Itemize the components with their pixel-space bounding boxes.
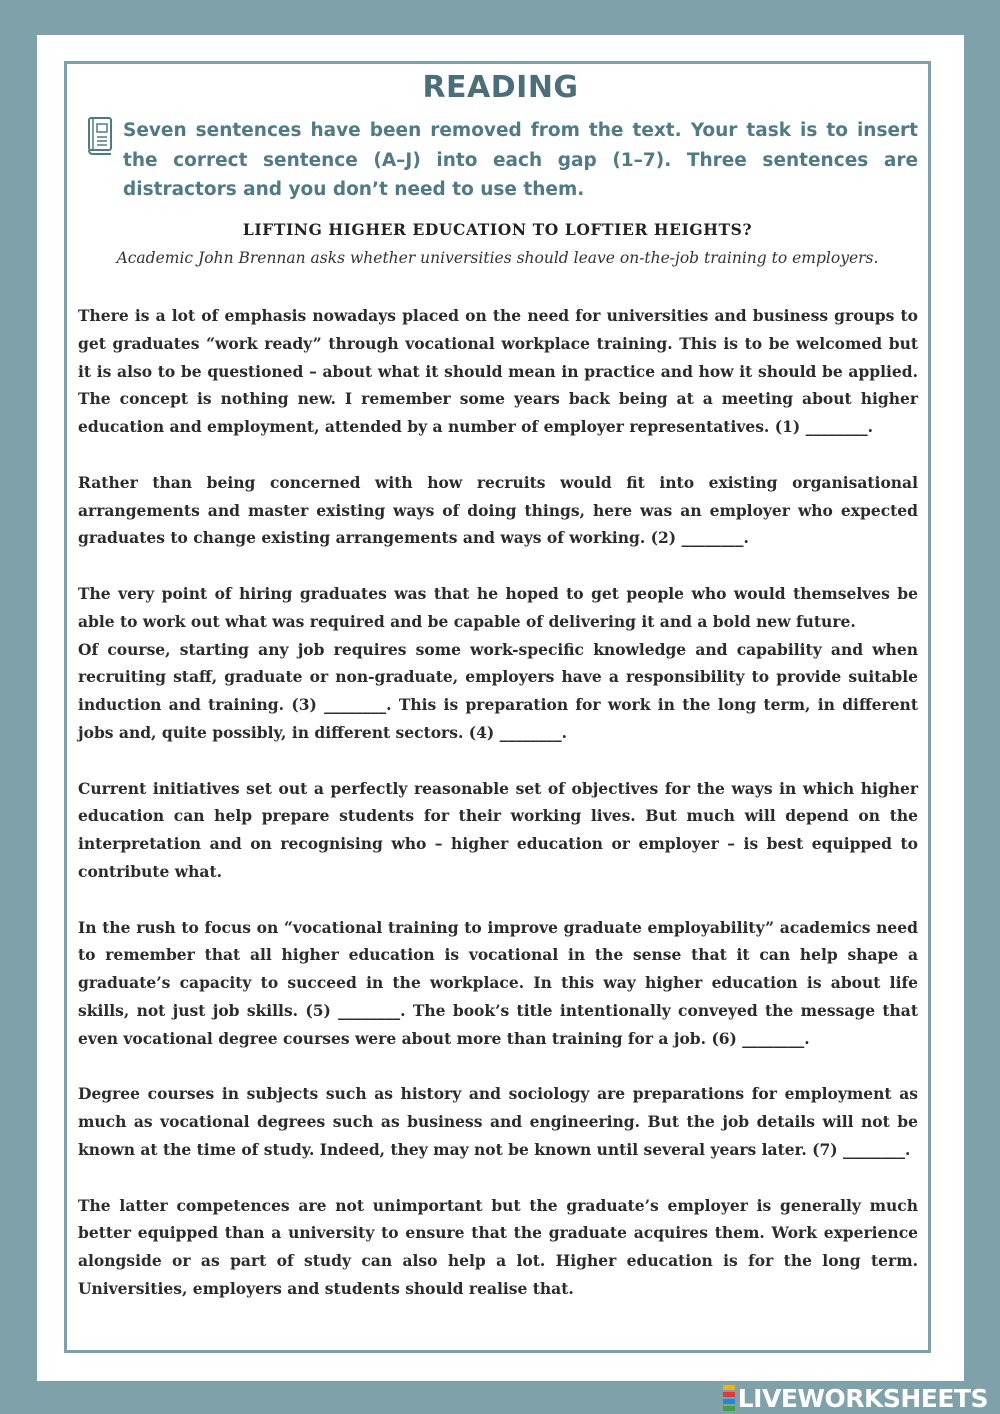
logo-bar: [723, 1392, 735, 1397]
paragraph-7: Degree courses in subjects such as history and sociology are preparations for employment as much as vocational degrees such as business and engineering. But the job details will not be known at the time of study. Indeed, they may not be known until several years later. (7) ________.: [78, 1084, 918, 1159]
liveworksheets-logo[interactable]: [723, 1384, 988, 1412]
paragraph-5: Current initiatives set out a perfectly reasonable set of objectives for the ways in which higher education can help prepare students for their working lives. But much will depend on the interpretation and on recognising who – higher education or employer – is best equipped to contribute what.: [78, 778, 918, 881]
article-body: [78, 302, 918, 1303]
gap-5-label: (5): [305, 1000, 331, 1020]
logo-text: LIVEWORKSHEETS: [737, 1383, 988, 1413]
paragraph-6: In the rush to focus on “vocational training to improve graduate employability” academics need to remember that all higher education is vocational in the sense that it can help shape a graduate’s capacity to succeed in the workplace. In this way higher education is about life skills, not just job skills. (5) ________. The book’s title intentionally conveyed the message that even vocational degree courses were about more than training for a job. (6) ________.: [78, 917, 918, 1048]
logo-bar: [723, 1385, 735, 1390]
article-title: LIFTING HIGHER EDUCATION TO LOFTIER HEIGHTS?: [242, 220, 753, 239]
book-icon: [85, 116, 115, 156]
gap-2-label: (2): [650, 528, 677, 548]
paragraph-3: The very point of hiring graduates was that he hoped to get people who would themselves be able to work out what was required and be capable of delivering it and a bold new future.: [78, 583, 918, 631]
gap-6-label: (6): [711, 1028, 737, 1048]
gap-2-blank[interactable]: ________: [681, 528, 744, 548]
logo-bar: [723, 1406, 735, 1411]
gap-5-blank[interactable]: ________: [338, 1000, 401, 1020]
page-title: READING: [422, 70, 579, 105]
logo-bar: [723, 1399, 735, 1404]
gap-1-blank[interactable]: ________: [805, 417, 868, 437]
logo-mark-icon: [723, 1384, 735, 1412]
gap-7-label: (7): [812, 1139, 838, 1159]
gap-7-blank[interactable]: ________: [843, 1139, 905, 1159]
gap-6-blank[interactable]: ________: [742, 1028, 805, 1048]
paragraph-8: The latter competences are not unimportant but the graduate’s employer is generally much better equipped than a university to ensure that the graduate acquires them. Work experience alongside or as part of study can also help a lot. Higher education is for the long term. Universities, employers and students should realise that.: [78, 1195, 918, 1298]
article-subtitle: Academic John Brennan asks whether universities should leave on-the-job training to employers.: [116, 249, 879, 267]
task-instructions: Seven sentences have been removed from the text. Your task is to insert the correct sentence (A–J) into each gap (1–7). Three sentences are distractors and you don’t need to use them.: [123, 120, 918, 200]
gap-1-label: (1): [774, 417, 801, 437]
paragraph-1: There is a lot of emphasis nowadays placed on the need for universities and business groups to get graduates “work ready” through vocational workplace training. This is to be welcomed but it is also to be questioned – about what it should mean in practice and how it should be applied. The concept is nothing new. I remember some years back being at a meeting about higher education and employment, attended by a number of employer representatives. (1) ________.: [78, 306, 918, 437]
gap-4-label: (4): [468, 722, 495, 742]
gap-3-blank[interactable]: ________: [324, 695, 387, 715]
paragraph-4: Of course, starting any job requires some work-specific knowledge and capability and when recruiting staff, graduate or non-graduate, employers have a responsibility to provide suitable induction and training. (3) ________. This is preparation for work in the long term, in different jobs and, quite possibly, in different sectors. (4) ________.: [78, 639, 918, 742]
paragraph-2: Rather than being concerned with how recruits would fit into existing organisational arrangements and master existing ways of doing things, here was an employer who expected graduates to change existing arrangements and ways of working. (2) ________.: [78, 472, 918, 548]
gap-3-label: (3): [291, 695, 317, 715]
gap-4-blank[interactable]: ________: [499, 722, 562, 742]
